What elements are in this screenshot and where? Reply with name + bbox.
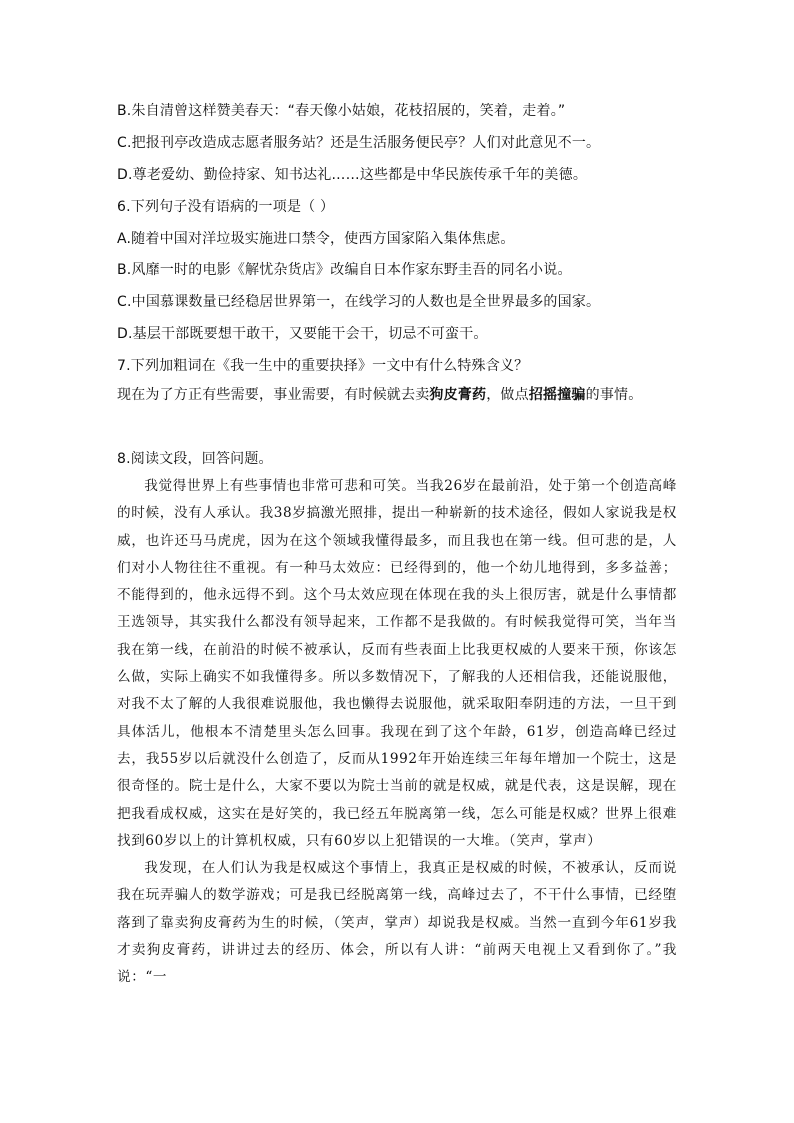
q7-sentence-part2: ，做点: [486, 387, 529, 403]
q5-option-b: B.朱自清曾这样赞美春天：“春天像小姑娘，花枝招展的，笑着，走着。”: [117, 103, 566, 119]
q8-stem: 8.阅读文段，回答问题。: [117, 451, 273, 467]
q7-bold-term-2: 招摇撞骗: [528, 387, 586, 403]
passage-paragraph-1: 我觉得世界上有些事情也非常可悲和可笑。当我26岁在最前沿，处于第一个创造高峰的时候，没有人承认。我38岁搞激光照排，提出一种崭新的技术途径，假如人家说我是权威，也许还马马虎虎，因为在这个领域我懂得最多，而且我也在第一线。但可悲的是，人们对小人物往往不重视。有一种马太效应：已经得到的，他一个幼儿地得到，多多益善；不能得到的，他永远得不到。这个马太效应现在体现在我的头上很厉害，就是什么事情都王选领导，其实我什么都没有领导起来，工作都不是我做的。有时候我觉得可笑，当年当我在第一线，在前沿的时候不被承认，反而有些表面上比我更权威的人要来干预，你该怎么做，实际上确实不如我懂得多。所以多数情况下，了解我的人还相信我，还能说服他，对我不太了解的人我很难说服他，我也懒得去说服他，就采取阳奉阴违的方法，一旦干到具体活儿，他根本不清楚里头怎么回事。我现在到了这个年龄，61岁，创造高峰已经过去，我55岁以后就没什么创造了，反而从1992年开始连续三年每年增加一个院士，这是很奇怪的。院士是什么，大家不要以为院士当前的就是权威，就是代表，这是误解，现在把我看成权威，这实在是好笑的，我已经五年脱离第一线，怎么可能是权威？世界上很难找到60岁以上的计算机权威，只有60岁以上犯错误的一大堆。（笑声，掌声）: [117, 478, 677, 849]
q6-option-a: A.随着中国对洋垃圾实施进口禁令，使西方国家陷入集体焦虑。: [117, 231, 515, 247]
q6-option-c: C.中国慕课数量已经稳居世界第一，在线学习的人数也是全世界最多的国家。: [117, 294, 601, 310]
q7-sentence-part1: 现在为了方正有些需要，事业需要，有时候就去卖: [117, 387, 430, 403]
q6-option-d: D.基层干部既要想干敢干，又要能干会干，切忌不可蛮干。: [117, 326, 488, 342]
reading-passage: [117, 473, 677, 992]
q5-option-d: D.尊老爱幼、勤俭持家、知书达礼……这些都是中华民族传承千年的美德。: [117, 167, 588, 183]
q7-sentence: [117, 385, 642, 405]
q6-option-b: B.风靡一时的电影《解忧杂货店》改编自日本作家东野圭吾的同名小说。: [117, 262, 572, 278]
q7-sentence-part3: 的事情。: [585, 387, 643, 403]
q7-bold-term-1: 狗皮膏药: [429, 387, 487, 403]
passage-paragraph-2: 我发现，在人们认为我是权威这个事情上，我真正是权威的时候，不被承认，反而说我在玩弄骗人的数学游戏；可是我已经脱离第一线，高峰过去了，不干什么事情，已经堕落到了靠卖狗皮膏药为生的时候，（笑声，掌声）却说我是权威。当然一直到今年61岁我才卖狗皮膏药，讲讲过去的经历、体会，所以有人讲：“前两天电视上又看到你了。”我说：“一: [117, 860, 677, 986]
q6-stem: 6.下列句子没有语病的一项是（ ）: [117, 199, 335, 215]
q5-option-c: C.把报刊亭改造成志愿者服务站？还是生活服务便民亭？人们对此意见不一。: [117, 135, 601, 151]
q7-stem: 7.下列加粗词在《我一生中的重要抉择》一文中有什么特殊含义？: [117, 358, 529, 374]
